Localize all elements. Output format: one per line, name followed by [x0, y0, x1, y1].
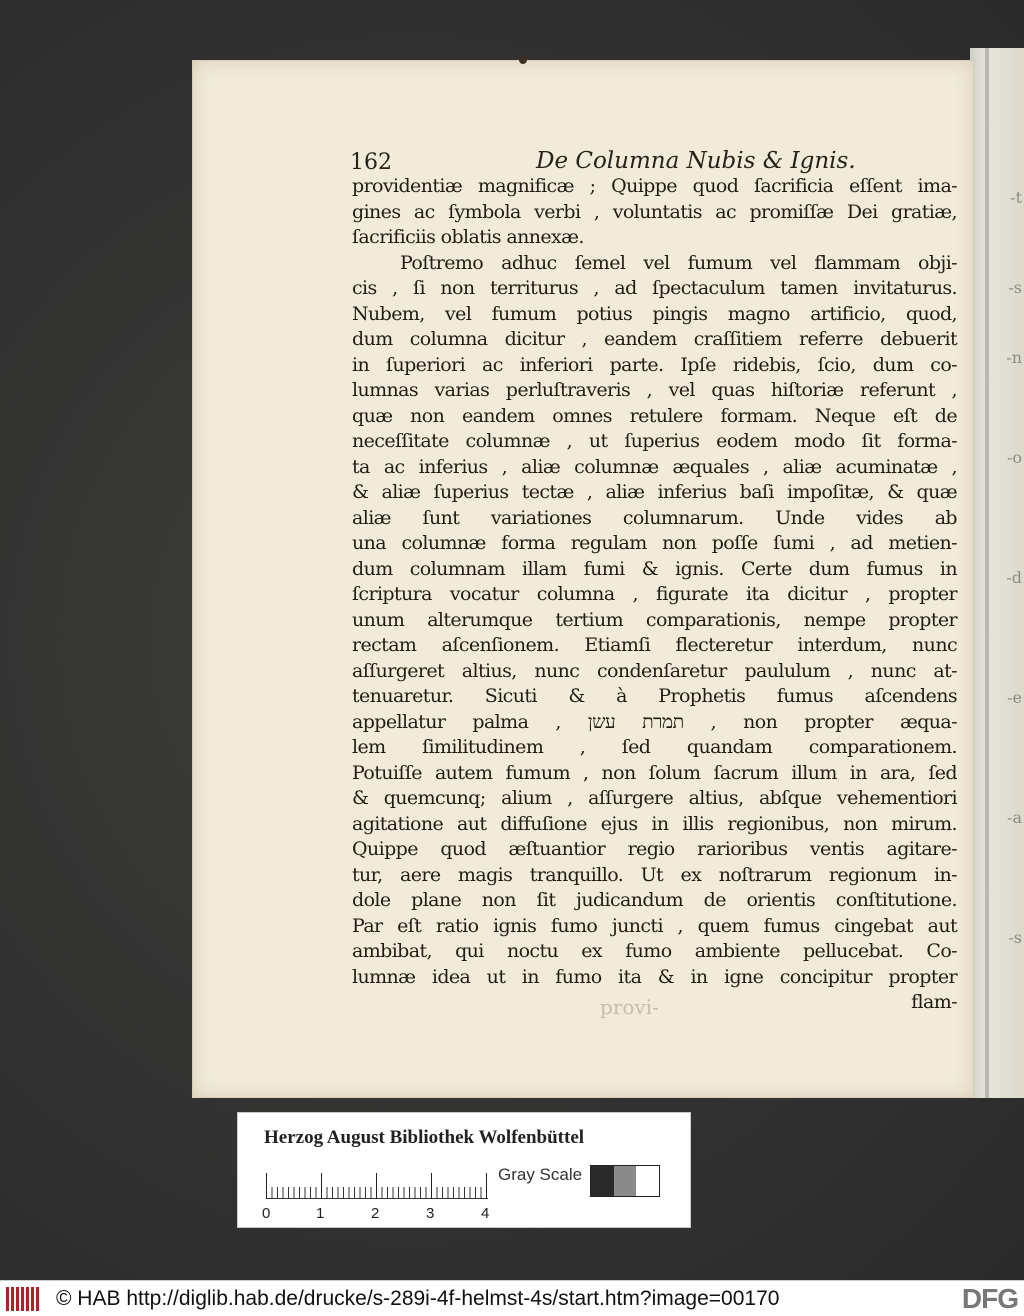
body-text [352, 174, 957, 1016]
ruler-label: 0 [262, 1205, 271, 1222]
page-number: 162 [350, 150, 392, 175]
gray-patch [636, 1166, 659, 1196]
text-line: & quemcunq; alium , aſſurgere altius, abſque vehementiori [352, 787, 957, 809]
footer-bar [0, 1280, 1024, 1316]
adjacent-page-edge: -t -s -n -o -d -e -a -s [970, 48, 1024, 1098]
gray-patch [614, 1166, 637, 1196]
text-line: lumnas varias perluſtraveris , vel quas hiſtoriæ referunt , [352, 379, 957, 401]
text-line: quæ non eandem omnes retulere formam. Neque eſt de [352, 404, 957, 427]
text-line: cis , ſi non territurus , ad ſpectaculum tamen invitaturus. [352, 277, 957, 299]
text-line: rectam aſcenſionem. Etiamſi flecteretur interdum, nunc [352, 634, 957, 656]
text-line: ambibat, qui noctu ex fumo ambiente pellucebat. Co- [352, 940, 957, 962]
text-line: ſcriptura vocatur columna , figurate ita dicitur , propter [352, 583, 957, 605]
text-line: dole plane non ſit judicandum de orientis conſtitutione. [352, 889, 957, 911]
text-line: flam- [911, 991, 957, 1013]
running-title: De Columna Nubis & Ignis. [536, 148, 856, 174]
ruler-label: 2 [371, 1205, 380, 1222]
ruler-label: 1 [316, 1205, 325, 1222]
ruler-label: 3 [426, 1205, 435, 1222]
scale-ruler [266, 1169, 488, 1199]
text-line: Poſtremo adhuc ſemel vel fumum vel flammam obji- [400, 251, 957, 274]
text-line: Nubem, vel fumum potius pingis magno artificio, quod, [352, 302, 957, 325]
ruler-label: 4 [481, 1205, 490, 1222]
hab-logo-icon [6, 1287, 46, 1311]
text-line: tur, aere magis tranquillo. Ut ex noſtrarum regionum in- [352, 863, 957, 886]
text-line: & aliæ ſuperius tectæ , aliæ inferius baſi impoſitæ, & quæ [352, 481, 957, 503]
text-line: ta ac inferius , aliæ columnæ æquales , aliæ acuminatæ , [352, 455, 957, 478]
text-line: appellatur palma , תמרת עשן , non propter æqua- [352, 710, 957, 733]
text-line: aliæ ſunt variationes columnarum. Unde vides ab [352, 506, 957, 529]
text-line: unum alterumque tertium comparationis, nempe propter [352, 608, 957, 631]
text-line: aſſurgeret altius, nunc condenſaretur paululum , nunc at- [352, 659, 957, 682]
dfg-logo: DFG [961, 1283, 1018, 1314]
gray-scale-label: Gray Scale [498, 1165, 583, 1184]
text-line: in ſuperiori ac inferiori parte. Ipſe ridebis, ſcio, dum co- [352, 353, 957, 376]
text-line: dum columnam illam fumi & ignis. Certe dum fumus in [352, 557, 957, 580]
text-line: providentiæ magnificæ ; Quippe quod ſacrificia eſſent ima- [352, 175, 957, 197]
library-color-card [237, 1112, 691, 1228]
text-line: gines ac ſymbola verbi , voluntatis ac promiſſæ Dei gratiæ, [352, 200, 957, 223]
text-line: lumnæ idea ut in fumo ita & in igne concipitur propter [352, 965, 957, 988]
page-clip [985, 48, 989, 1098]
show-through-text: provi- [600, 995, 659, 1019]
text-line: Potuiſſe autem fumum , non ſolum ſacrum illum in ara, ſed [352, 761, 957, 784]
text-line: Quippe quod æſtuantior regio rarioribus ventis agitare- [352, 838, 957, 860]
text-line: agitatione aut diffuſione ejus in illis regionibus, non mirum. [352, 812, 957, 835]
text-line: Par eſt ratio ignis fumo juncti , quem fumus cingebat aut [352, 914, 957, 937]
text-line: neceſſitate columnæ , ut ſuperius eodem modo ſit forma- [352, 430, 957, 452]
text-line: tenuaretur. Sicuti & à Prophetis fumus aſcendens [352, 685, 957, 707]
gray-scale-patches [590, 1165, 660, 1197]
footer-url[interactable]: © HAB http://diglib.hab.de/drucke/s-289i-4f-helmst-4s/start.htm?image=00170 [56, 1287, 780, 1310]
text-line: una columnæ forma regulam non poſſe ſumi , ad metien- [352, 532, 957, 554]
library-name: Herzog August Bibliothek Wolfenbüttel [264, 1127, 585, 1148]
text-line: ſacrificiis oblatis annexæ. [352, 226, 584, 248]
pin-mark [519, 56, 527, 64]
gray-patch [591, 1166, 614, 1196]
text-line: lem ſimilitudinem , ſed quandam comparationem. [352, 736, 957, 758]
text-line: dum columna dicitur , eandem craſſitiem referre debuerit [352, 328, 957, 350]
